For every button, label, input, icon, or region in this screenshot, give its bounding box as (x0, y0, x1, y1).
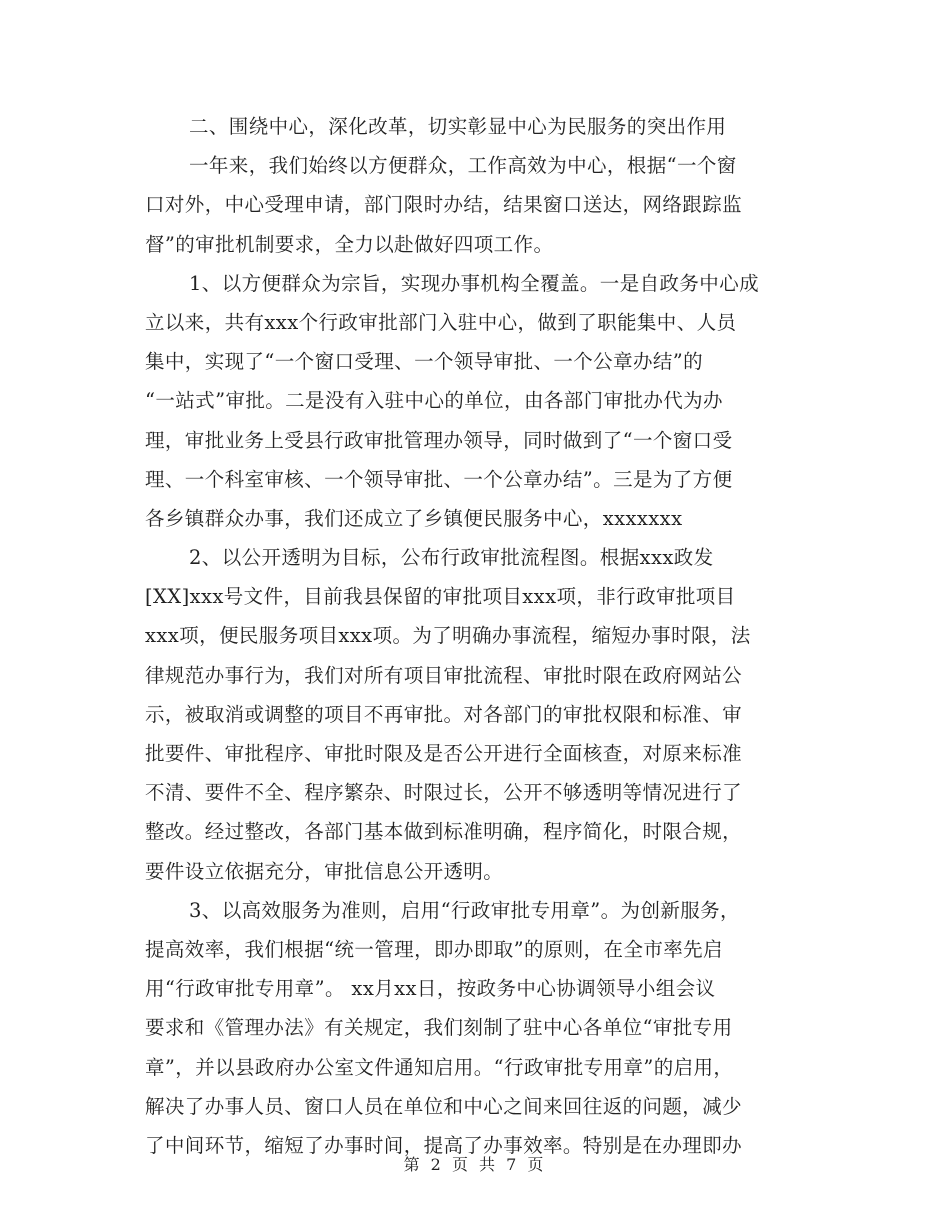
paragraph-line: 1、以方便群众为宗旨，实现办事机构全覆盖。一是自政务中心成 (189, 271, 760, 295)
paragraph-line: 立以来，共有xxx个行政审批部门入驻中心，做到了职能集中、人员 (145, 310, 737, 334)
paragraph-line: 理、一个科室审核、一个领导审批、一个公章办结”。三是为了方便 (145, 467, 733, 491)
paragraph-line: 督”的审批机制要求，全力以赴做好四项工作。 (145, 232, 554, 256)
paragraph-line: 不清、要件不全、程序繁杂、时限过长，公开不够透明等情况进行了 (145, 781, 743, 805)
paragraph-line: 要件设立依据充分，审批信息公开透明。 (145, 859, 504, 883)
section-heading: 二、围绕中心，深化改革，切实彰显中心为民服务的突出作用 (189, 115, 727, 138)
paragraph-line: 示，被取消或调整的项目不再审批。对各部门的审批权限和标准、审 (145, 702, 743, 726)
paragraph-line: 了中间环节，缩短了办事时间，提高了办事效率。特别是在办理即办 (145, 1133, 743, 1157)
paragraph-line: 集中，实现了“一个窗口受理、一个领导审批、一个公章办结”的 (145, 350, 704, 374)
document-body (145, 107, 810, 1165)
paragraph-line: 章”，并以县政府办公室文件通知启用。“行政审批专用章”的启用， (145, 1055, 734, 1079)
paragraph-line: 整改。经过整改，各部门基本做到标准明确，程序简化，时限合规， (145, 820, 743, 844)
paragraph-line: 各乡镇群众办事，我们还成立了乡镇便民服务中心，xxxxxxx (145, 506, 683, 530)
paragraph-line: “一站式”审批。二是没有入驻中心的单位，由各部门审批办代为办 (145, 389, 723, 413)
paragraph-line: 提高效率，我们根据“统一管理，即办即取”的原则，在全市率先启 (145, 937, 723, 961)
page-number-footer: 第 2 页 共 7 页 (403, 1155, 547, 1174)
paragraph-line: 解决了办事人员、窗口人员在单位和中心之间来回往返的问题，减少 (145, 1094, 743, 1118)
paragraph-line: 一年来，我们始终以方便群众，工作高效为中心，根据“一个窗 (189, 154, 737, 178)
paragraph-line: 批要件、审批程序、审批时限及是否公开进行全面核查，对原来标准 (145, 742, 743, 765)
paragraph-line: 用“行政审批专用章”。 xx月xx日，按政务中心协调领导小组会议 (145, 977, 716, 1001)
paragraph-line: xxx项，便民服务项目xxx项。为了明确办事流程，缩短办事时限，法 (145, 624, 751, 648)
paragraph-line: 口对外，中心受理申请，部门限时办结，结果窗口送达，网络跟踪监 (145, 193, 743, 217)
paragraph-line: 2、以公开透明为目标，公布行政审批流程图。根据xxx政发 (189, 546, 714, 570)
paragraph-line: 3、以高效服务为准则，启用“行政审批专用章”。为创新服务， (189, 898, 740, 922)
paragraph-line: 要求和《管理办法》有关规定，我们刻制了驻中心各单位“审批专用 (145, 1016, 733, 1040)
paragraph-line: [XX]xxx号文件，目前我县保留的审批项目xxx项，非行政审批项目 (145, 585, 736, 609)
paragraph-line: 理，审批业务上受县行政审批管理办领导，同时做到了“一个窗口受 (145, 428, 733, 452)
paragraph-line: 律规范办事行为，我们对所有项目审批流程、审批时限在政府网站公 (145, 663, 743, 687)
